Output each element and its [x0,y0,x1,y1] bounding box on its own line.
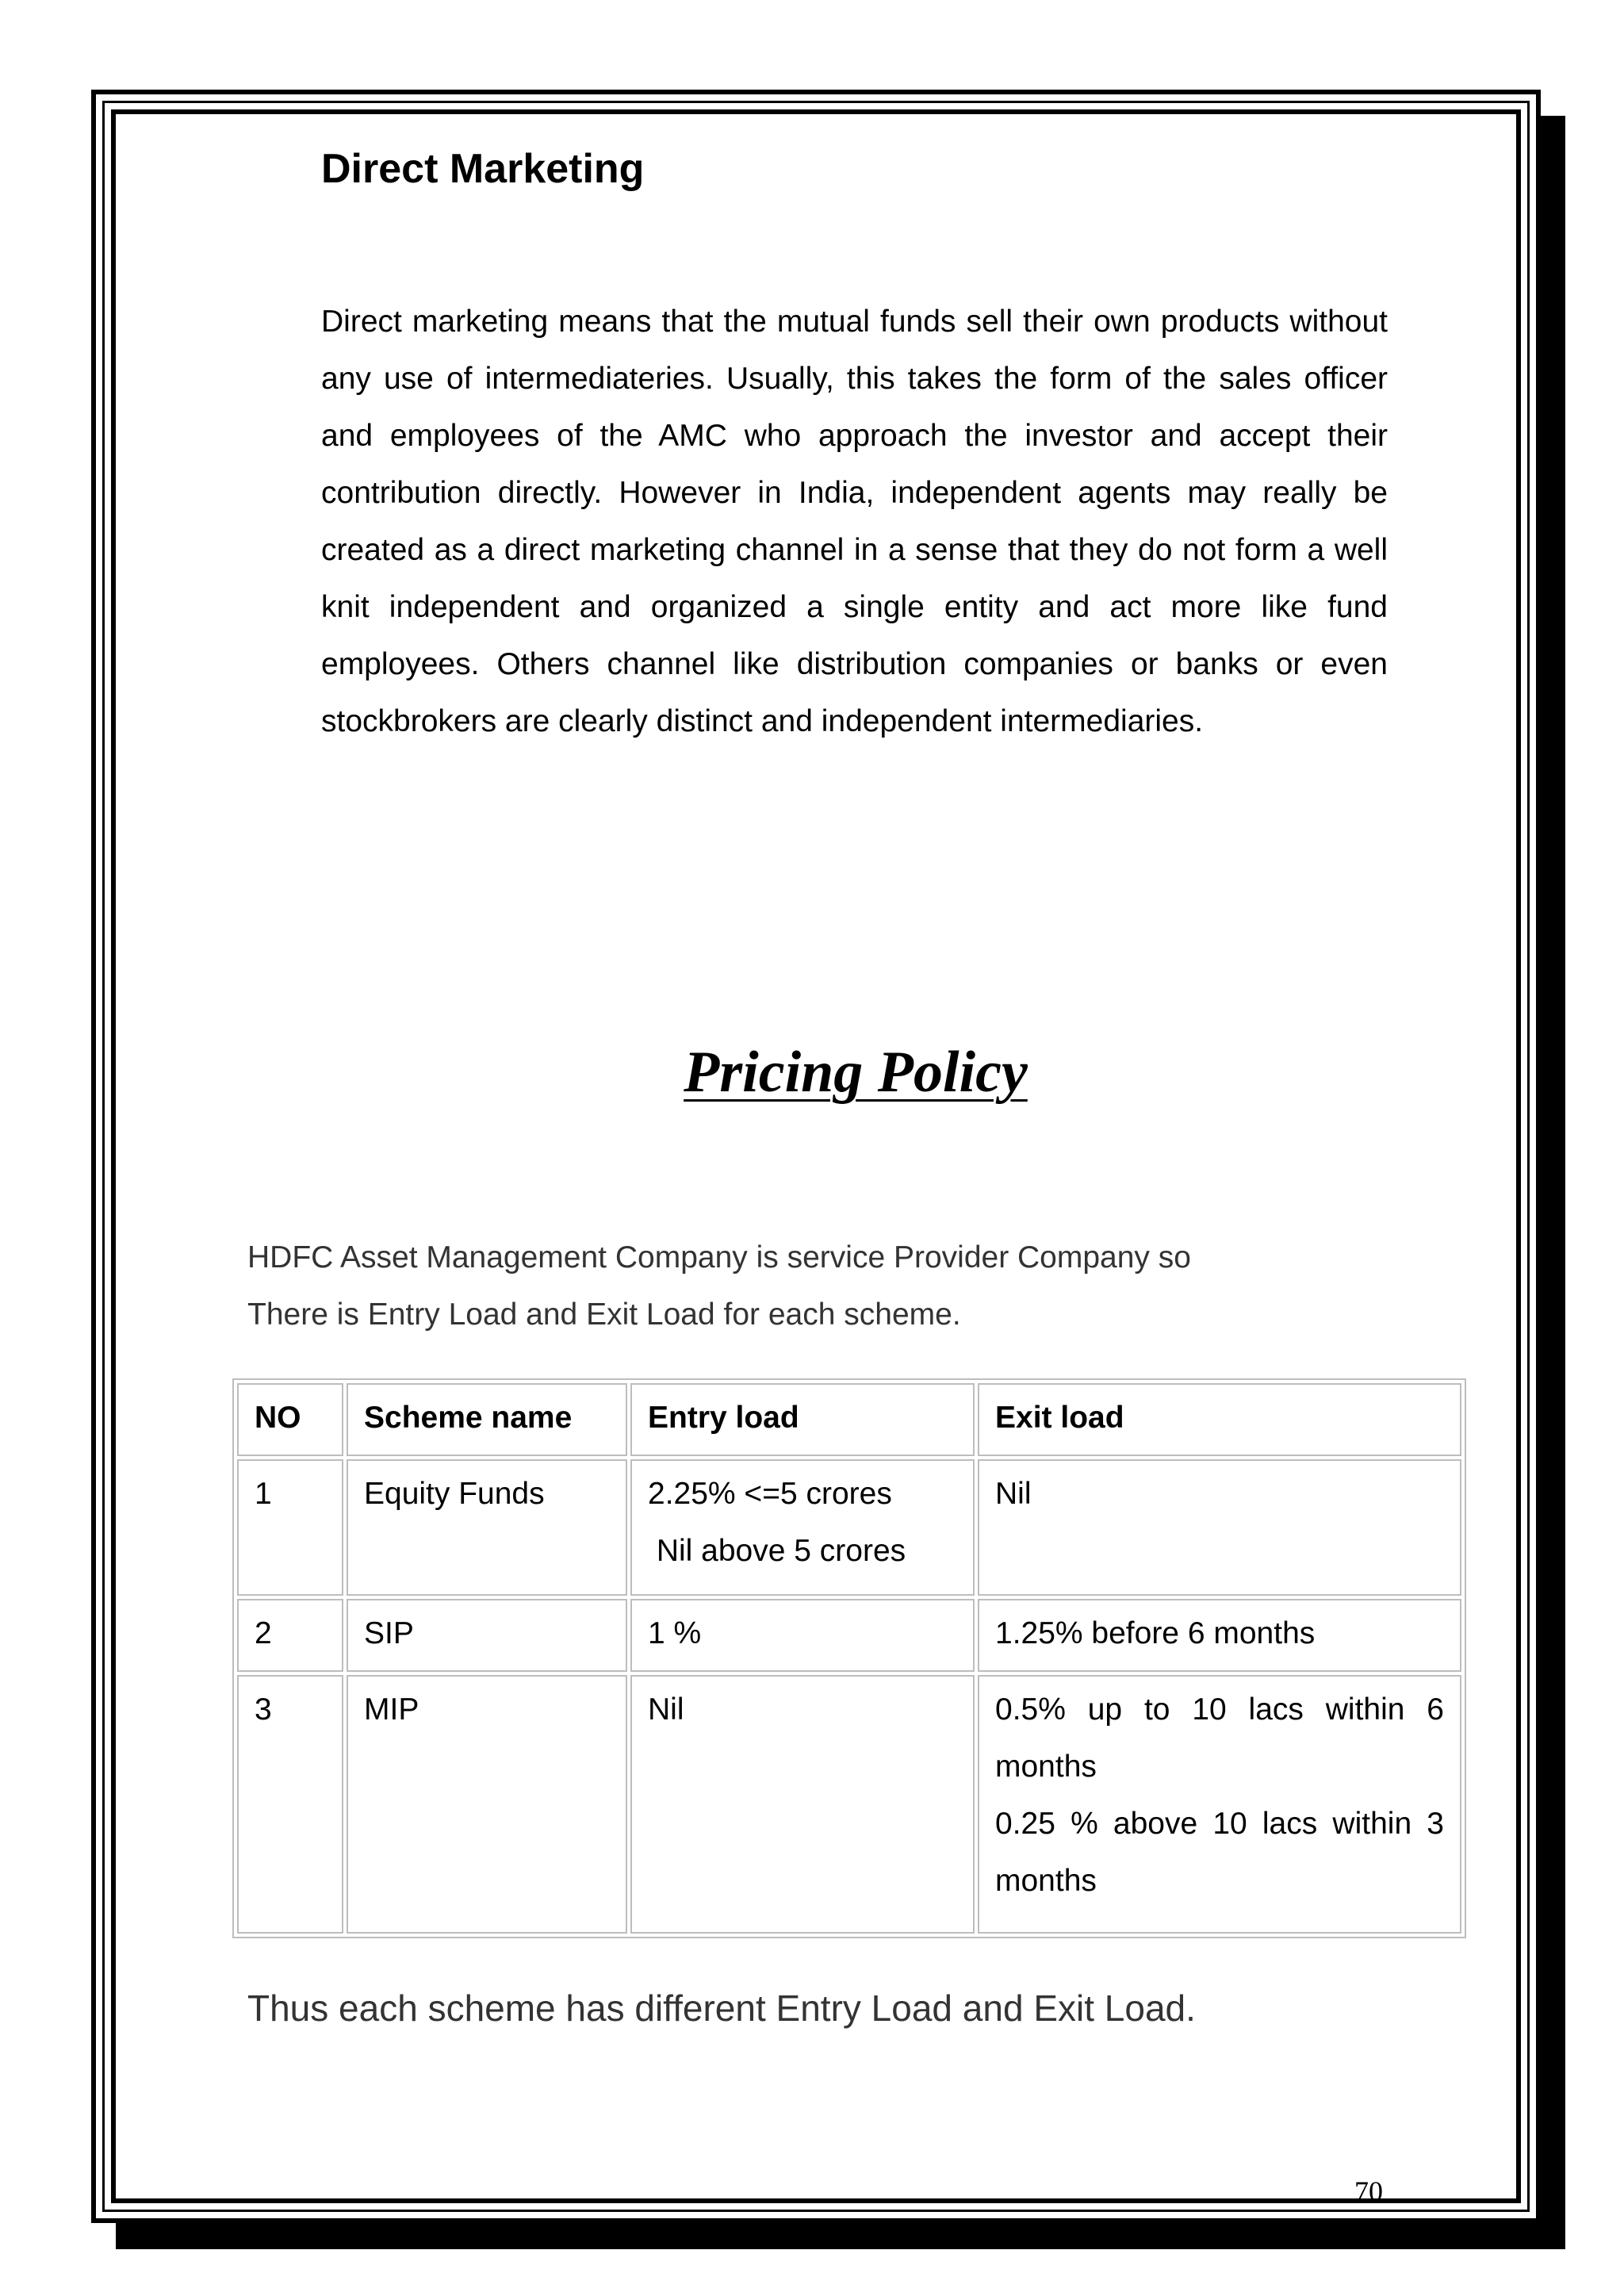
cell-scheme: Equity Funds [347,1459,627,1596]
direct-marketing-paragraph: Direct marketing means that the mutual funds sell their own products without any use of intermediateries. Usually, this takes the form of the sales officer and employees of the AMC who approach the investor and accept their contribution directly. However in India, independent agents may really be created as a direct marketing channel in a sense that they do not form a well knit independent and organized a single entity and act more like fund employees. Others channel like distribution companies or banks or even stockbrokers are clearly distinct and independent intermediaries. [321,305,1388,738]
cell-exit-line: 0.5% up to 10 lacs within 6 months [995,1692,1444,1784]
header-entry-load: Entry load [630,1383,975,1456]
cell-scheme: MIP [347,1675,627,1934]
cell-entry-line: Nil [648,1692,684,1727]
cell-entry [630,1459,975,1596]
cell-entry-line: Nil above 5 crores [648,1534,906,1568]
header-exit-load: Exit load [978,1383,1461,1456]
direct-marketing-heading: Direct Marketing [321,146,645,192]
cell-entry [630,1675,975,1934]
cell-exit [978,1459,1461,1596]
cell-exit [978,1599,1461,1672]
table-row [237,1675,1461,1934]
pricing-table-header-row [237,1383,1461,1456]
pricing-intro-line-2: There is Entry Load and Exit Load for each scheme. [247,1297,961,1332]
pricing-table [232,1378,1466,1938]
table-row [237,1599,1461,1672]
header-no: NO [237,1383,343,1456]
cell-exit [978,1675,1461,1934]
page-number: 70 [1354,2175,1383,2207]
cell-entry-line: 2.25% <=5 crores [648,1477,892,1511]
cell-no: 3 [237,1675,343,1934]
header-scheme-name: Scheme name [347,1383,627,1456]
pricing-conclusion: Thus each scheme has different Entry Load and Exit Load. [247,1987,1196,2029]
cell-entry-line: 1 % [648,1616,702,1650]
cell-scheme: SIP [347,1599,627,1672]
pricing-policy-heading: Pricing Policy [684,1040,1028,1105]
cell-exit-line: 0.25 % above 10 lacs within 3 months [995,1807,1444,1898]
cell-no: 2 [237,1599,343,1672]
cell-exit-line: Nil [995,1477,1032,1511]
cell-no: 1 [237,1459,343,1596]
pricing-intro [247,1229,1437,1343]
pricing-intro-line-1: HDFC Asset Management Company is service Provider Company so [247,1240,1191,1274]
cell-exit-line: 1.25% before 6 months [995,1616,1316,1650]
cell-entry [630,1599,975,1672]
table-row [237,1459,1461,1596]
